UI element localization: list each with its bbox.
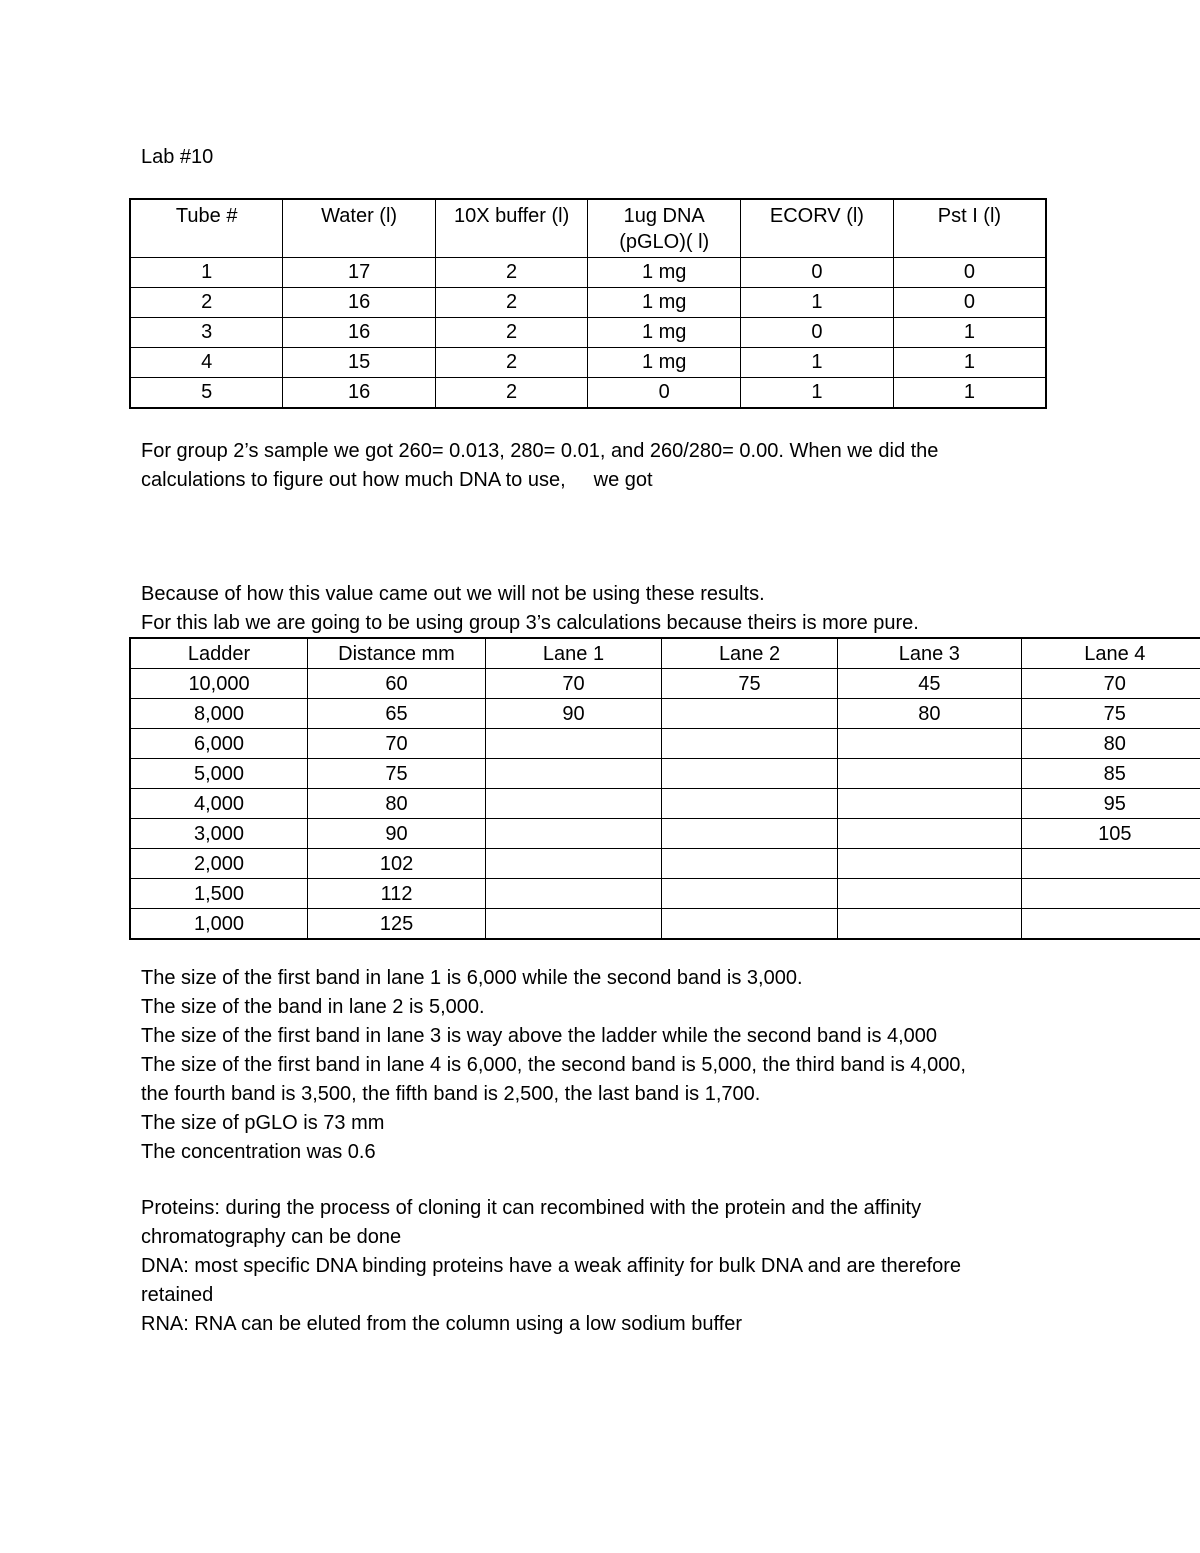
- table-cell: 1 mg: [588, 347, 741, 377]
- table-cell: 60: [308, 669, 486, 699]
- table-row: [130, 287, 1046, 317]
- table-cell: 80: [838, 699, 1022, 729]
- band-sizes: [141, 964, 1191, 1167]
- affinity-notes: [141, 1194, 1191, 1339]
- table-cell: [662, 849, 838, 879]
- table-cell: 102: [308, 849, 486, 879]
- header-cell: Tube #: [130, 199, 283, 257]
- table-cell: [485, 819, 661, 849]
- table-cell: 4,000: [130, 789, 308, 819]
- table-cell: [838, 759, 1022, 789]
- table-cell: 1,000: [130, 909, 308, 940]
- table-cell: 1: [130, 257, 283, 287]
- table-cell: 0: [741, 317, 894, 347]
- table-cell: [838, 849, 1022, 879]
- table-cell: [485, 849, 661, 879]
- table-cell: 95: [1021, 789, 1200, 819]
- table-cell: [485, 729, 661, 759]
- table-cell: 16: [283, 377, 436, 408]
- absorbance-paragraph: [141, 437, 1191, 495]
- header-cell: Lane 4: [1021, 638, 1200, 669]
- table-cell: 45: [838, 669, 1022, 699]
- table-cell: 10,000: [130, 669, 308, 699]
- header-cell: 10X buffer (l): [435, 199, 587, 257]
- table-cell: [662, 909, 838, 940]
- paragraph-line: RNA: RNA can be eluted from the column using a low sodium buffer: [141, 1313, 743, 1335]
- table-cell: 2: [435, 377, 587, 408]
- table-cell: [1021, 879, 1200, 909]
- table-cell: 0: [588, 377, 741, 408]
- table-cell: 0: [893, 257, 1046, 287]
- table-cell: 1: [893, 347, 1046, 377]
- table-cell: [485, 759, 661, 789]
- table-row: [130, 377, 1046, 408]
- table-cell: 75: [1021, 699, 1200, 729]
- table-cell: 1: [741, 377, 894, 408]
- paragraph-line: chromatography can be done: [141, 1226, 402, 1248]
- header-cell: ECORV (l): [741, 199, 894, 257]
- table-cell: 85: [1021, 759, 1200, 789]
- table-cell: [662, 759, 838, 789]
- paragraph-line: retained: [141, 1284, 214, 1306]
- table-cell: 2: [435, 317, 587, 347]
- table-cell: 4: [130, 347, 283, 377]
- header-cell: Ladder: [130, 638, 308, 669]
- table-cell: 70: [308, 729, 486, 759]
- table-cell: [838, 909, 1022, 940]
- table-row: [130, 257, 1046, 287]
- table-cell: 8,000: [130, 699, 308, 729]
- table-cell: 0: [741, 257, 894, 287]
- table-cell: [485, 789, 661, 819]
- table-cell: 3,000: [130, 819, 308, 849]
- results-note: [141, 580, 1191, 638]
- table-cell: 80: [308, 789, 486, 819]
- table-row: [130, 819, 1200, 849]
- table-header-row: [130, 199, 1046, 257]
- table-cell: 16: [283, 317, 436, 347]
- table-cell: 112: [308, 879, 486, 909]
- table-cell: 125: [308, 909, 486, 940]
- table-row: [130, 759, 1200, 789]
- table-cell: [1021, 909, 1200, 940]
- table-row: [130, 879, 1200, 909]
- paragraph-line: For group 2’s sample we got 260= 0.013, 280= 0.01, and 260/280= 0.00. When we did the: [141, 440, 939, 462]
- table-cell: 1: [741, 347, 894, 377]
- table-cell: 2,000: [130, 849, 308, 879]
- table-cell: 90: [308, 819, 486, 849]
- table-cell: 90: [485, 699, 661, 729]
- paragraph-line: Proteins: during the process of cloning it can recombined with the protein and the affinity: [141, 1197, 922, 1219]
- table-cell: 75: [308, 759, 486, 789]
- table-cell: 1: [893, 317, 1046, 347]
- table-cell: 17: [283, 257, 436, 287]
- table-cell: 0: [893, 287, 1046, 317]
- table-row: [130, 849, 1200, 879]
- table-cell: 3: [130, 317, 283, 347]
- table-cell: 1 mg: [588, 257, 741, 287]
- paragraph-line: The size of the first band in lane 4 is 6,000, the second band is 5,000, the third band is 4,000,: [141, 1054, 966, 1076]
- table-row: [130, 789, 1200, 819]
- table-cell: 2: [435, 347, 587, 377]
- table-cell: 2: [435, 287, 587, 317]
- header-cell: Lane 1: [485, 638, 661, 669]
- table-cell: 70: [485, 669, 661, 699]
- table-cell: [662, 699, 838, 729]
- table-cell: [485, 879, 661, 909]
- paragraph-line: Because of how this value came out we will not be using these results.: [141, 583, 765, 605]
- table-cell: 75: [662, 669, 838, 699]
- paragraph-line: The size of pGLO is 73 mm: [141, 1112, 385, 1134]
- paragraph-line: the fourth band is 3,500, the fifth band is 2,500, the last band is 1,700.: [141, 1083, 761, 1105]
- table-cell: 1: [741, 287, 894, 317]
- table-cell: 6,000: [130, 729, 308, 759]
- header-cell: 1ug DNA (pGLO)( l): [588, 199, 741, 257]
- header-cell: Lane 3: [838, 638, 1022, 669]
- table-row: [130, 729, 1200, 759]
- header-cell: Pst I (l): [893, 199, 1046, 257]
- table-row: [130, 317, 1046, 347]
- table-row: [130, 699, 1200, 729]
- header-cell: Distance mm: [308, 638, 486, 669]
- table-header-row: [130, 638, 1200, 669]
- table-cell: [485, 909, 661, 940]
- table-cell: [662, 789, 838, 819]
- table-row: [130, 669, 1200, 699]
- paragraph-line: The size of the first band in lane 1 is 6,000 while the second band is 3,000.: [141, 967, 803, 989]
- table-cell: 2: [130, 287, 283, 317]
- reagent-table: [129, 198, 1047, 409]
- table-cell: 5,000: [130, 759, 308, 789]
- table-cell: 2: [435, 257, 587, 287]
- table-cell: [838, 729, 1022, 759]
- table-cell: [1021, 849, 1200, 879]
- table-row: [130, 909, 1200, 940]
- paragraph-line: The size of the band in lane 2 is 5,000.: [141, 996, 485, 1018]
- gel-table: [129, 637, 1200, 940]
- page-title: Lab #10: [141, 146, 214, 168]
- table-cell: [838, 789, 1022, 819]
- table-row: [130, 347, 1046, 377]
- paragraph-line: The concentration was 0.6: [141, 1141, 376, 1163]
- table-cell: 1: [893, 377, 1046, 408]
- table-cell: 1,500: [130, 879, 308, 909]
- table-cell: 15: [283, 347, 436, 377]
- table-cell: [662, 879, 838, 909]
- table-cell: 1 mg: [588, 287, 741, 317]
- table-cell: 65: [308, 699, 486, 729]
- table-cell: 105: [1021, 819, 1200, 849]
- paragraph-line: For this lab we are going to be using group 3’s calculations because theirs is more pure.: [141, 612, 919, 634]
- table-cell: 70: [1021, 669, 1200, 699]
- table-cell: 5: [130, 377, 283, 408]
- table-cell: 16: [283, 287, 436, 317]
- paragraph-line: The size of the first band in lane 3 is way above the ladder while the second band is 4,000: [141, 1025, 938, 1047]
- table-cell: [838, 819, 1022, 849]
- table-cell: [662, 819, 838, 849]
- header-cell: Water (l): [283, 199, 436, 257]
- header-cell: Lane 2: [662, 638, 838, 669]
- table-cell: 80: [1021, 729, 1200, 759]
- table-cell: [838, 879, 1022, 909]
- paragraph-line: DNA: most specific DNA binding proteins have a weak affinity for bulk DNA and are therefore: [141, 1255, 962, 1277]
- table-cell: [662, 729, 838, 759]
- table-cell: 1 mg: [588, 317, 741, 347]
- paragraph-line: calculations to figure out how much DNA to use, we got: [141, 469, 653, 491]
